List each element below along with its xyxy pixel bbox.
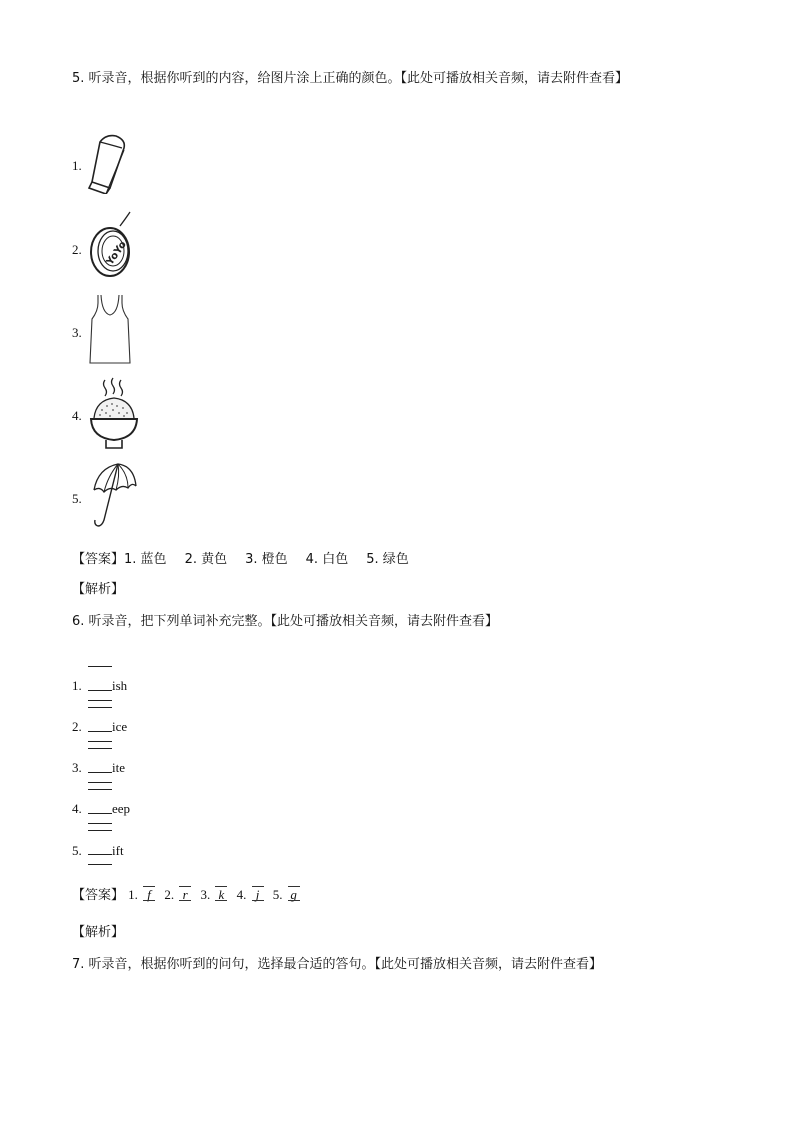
answer-label: 1. — [128, 887, 138, 902]
vest-icon — [86, 293, 134, 367]
eraser-icon — [86, 132, 130, 194]
answer-letter: k — [214, 887, 228, 903]
q5-item-label: 4. — [72, 408, 82, 423]
umbrella-icon — [88, 460, 140, 532]
q5-answer — [72, 548, 427, 567]
answer-letter: g — [287, 887, 301, 903]
q6-item-label: 3. — [72, 760, 82, 775]
q7-title: 7. 听录音，根据你听到的问句，选择最合适的答句。【此处可播放相关音频，请去附件查看】 — [72, 957, 603, 972]
q6-answer — [72, 884, 301, 903]
q5-item-label: 5. — [72, 491, 82, 506]
answer-label: 5. — [272, 887, 283, 902]
answer-label: 2. — [164, 887, 175, 902]
q6-item-label: 1. — [72, 678, 82, 693]
q6-item-suffix: eep — [112, 801, 131, 816]
answer-label: 3. — [200, 887, 211, 902]
q6-analysis: 【解析】 — [72, 925, 125, 940]
answer-item: 1. 蓝色 — [124, 552, 167, 567]
q6-title: 6. 听录音，把下列单词补充完整。【此处可播放相关音频，请去附件查看】 — [72, 614, 499, 629]
q6-item-label: 5. — [72, 843, 82, 858]
q6-item-suffix: ice — [112, 719, 128, 734]
q5-analysis: 【解析】 — [72, 582, 125, 597]
q6-item-suffix: ift — [112, 843, 124, 858]
answer-letter: j — [251, 887, 265, 903]
q6-item-label: 2. — [72, 719, 82, 734]
answer-letter: f — [142, 887, 156, 903]
yoyo-icon — [86, 210, 140, 280]
answer-item: 2. 黄色 — [184, 552, 228, 567]
answer-letter: r — [178, 887, 192, 903]
answer-tag: 【答案】 — [72, 552, 125, 567]
q5-item-label: 2. — [72, 242, 82, 257]
q6-item-suffix: ite — [112, 760, 125, 775]
q5-title: 5. 听录音，根据你听到的内容，给图片涂上正确的颜色。【此处可播放相关音频，请去附件查看】 — [72, 71, 629, 86]
answer-label: 4. — [236, 887, 247, 902]
rice-bowl-icon — [88, 376, 140, 452]
answer-tag: 【答案】 — [72, 888, 125, 903]
q5-item-label: 1. — [72, 158, 82, 173]
svg-text:YoYo: YoYo — [104, 239, 129, 268]
q6-item-label: 4. — [72, 801, 82, 816]
answer-item: 5. 绿色 — [366, 552, 409, 567]
q5-item-label: 3. — [72, 325, 82, 340]
answer-item: 4. 白色 — [305, 552, 349, 567]
answer-item: 3. 橙色 — [245, 552, 288, 567]
q6-item-suffix: ish — [112, 678, 128, 693]
